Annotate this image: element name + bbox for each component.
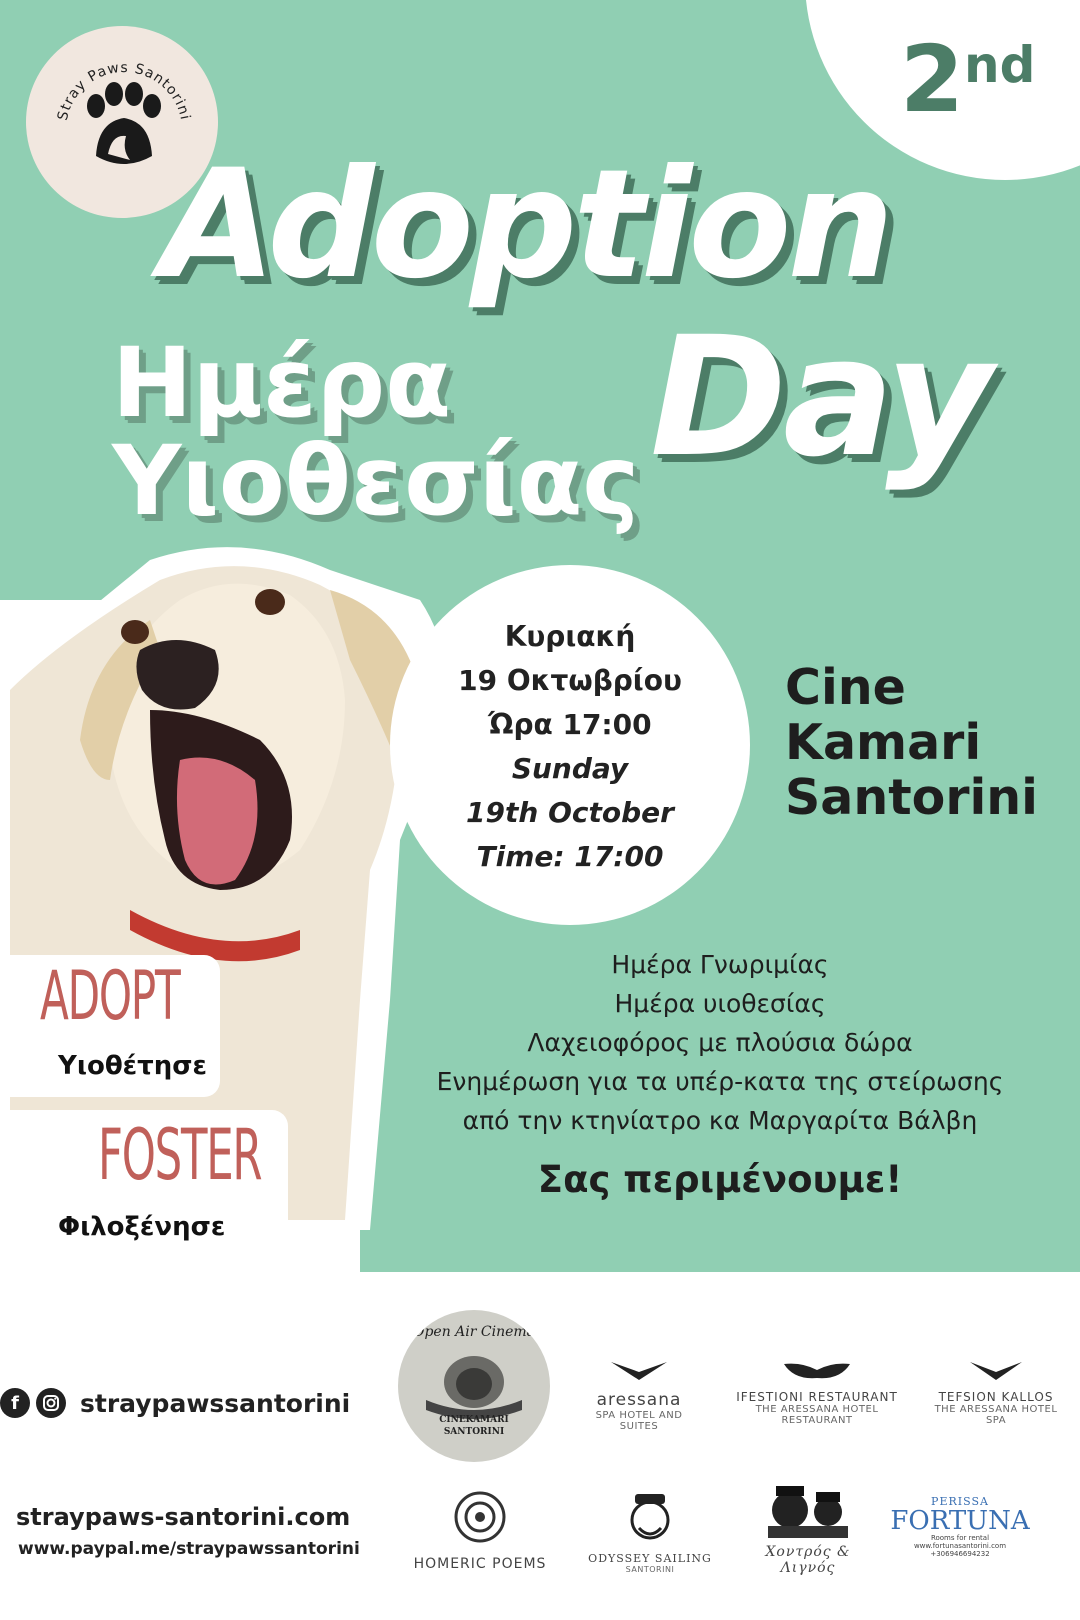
sponsor-aressana: aressana SPA HOTEL AND SUITES — [578, 1358, 700, 1432]
features-list — [360, 945, 1080, 1206]
social-links — [0, 1385, 350, 1421]
date-day-gr: Κυριακή — [504, 620, 636, 653]
venue-line: Santorini — [785, 769, 1038, 826]
foster-label: FOSTER — [98, 1114, 262, 1196]
feature-item: Ενημέρωση για τα υπέρ-κατα της στείρωσης — [436, 1067, 1004, 1096]
date-block — [390, 615, 750, 879]
title-day: Day — [650, 301, 989, 493]
svg-text:Stray Paws Santorini — [55, 60, 193, 122]
date-time-gr: Ώρα 17:00 — [488, 708, 652, 741]
feature-item: από την κτηνίατρο κα Μαργαρίτα Βάλβη — [462, 1106, 978, 1135]
foster-label-gr: Φιλοξένησε — [58, 1212, 226, 1242]
lion-icon — [398, 1310, 550, 1462]
sponsor-cinekamari — [398, 1310, 550, 1462]
sailor-icon — [625, 1490, 675, 1548]
sponsor-odyssey-sailing: ODYSSEY SAILING SANTORINI — [585, 1490, 715, 1574]
feature-item: Λαχειοφόρος με πλούσια δώρα — [527, 1028, 913, 1057]
venue-line: Kamari — [785, 714, 982, 771]
tagline: Σας περιμένουμε! — [537, 1158, 903, 1201]
paw-icon — [87, 82, 161, 164]
edition-label: 2nd — [900, 26, 1036, 133]
title-greek-iothesias: Υιοθεσίας — [112, 425, 640, 537]
sponsor-tefsion: TEFSION KALLOS THE ARESSANA HOTEL SPA — [926, 1358, 1066, 1426]
title-adoption: Adoption — [160, 138, 891, 312]
cinema-top-text: Open Air Cinema — [412, 1324, 536, 1340]
venue-line: Cine — [785, 659, 906, 716]
sponsor-xontros-lignos: Χοντρός & Λιγνός — [748, 1480, 868, 1576]
cinema-bottom-text: CINEKAMARI SANTORINI — [439, 1415, 509, 1437]
facebook-icon[interactable]: f — [0, 1388, 30, 1418]
paypal-link[interactable]: www.paypal.me/straypawssantorini — [18, 1539, 360, 1559]
date-day-en: Sunday — [511, 752, 629, 785]
sponsor-homeric-poems: HOMERIC POEMS — [400, 1490, 560, 1572]
date-time-en: Time: 17:00 — [476, 840, 664, 873]
sponsor-ifestioni: IFESTIONI RESTAURANT THE ARESSANA HOTEL RESTAURANT — [722, 1358, 912, 1426]
website-link[interactable]: straypaws-santorini.com — [16, 1503, 351, 1531]
feature-item: Ημέρα υιοθεσίας — [614, 989, 826, 1018]
feature-item: Ημέρα Γνωριμίας — [611, 950, 829, 979]
mustache-icon — [782, 1358, 852, 1386]
adopt-card — [0, 955, 220, 1097]
spiral-icon — [453, 1490, 507, 1544]
adopt-label-gr: Υιοθέτησε — [58, 1051, 207, 1081]
date-date-gr: 19 Οκτωβρίου — [458, 664, 682, 697]
social-handle: straypawssantorini — [80, 1388, 351, 1418]
date-date-en: 19th October — [466, 796, 674, 829]
bird-icon — [609, 1358, 669, 1386]
logo-text: Stray Paws Santorini — [54, 59, 194, 123]
duo-icon — [758, 1480, 858, 1540]
venue — [785, 660, 1038, 825]
bird-icon — [968, 1358, 1024, 1386]
title-greek-imera: Ημέρα — [112, 327, 452, 439]
adopt-label: ADOPT — [40, 957, 180, 1036]
sponsor-fortuna: PERISSA FORTUNA Rooms for rental www.fortunasantorini.com +306946694232 — [890, 1495, 1030, 1558]
instagram-icon[interactable] — [36, 1388, 66, 1418]
foster-card — [0, 1110, 288, 1258]
